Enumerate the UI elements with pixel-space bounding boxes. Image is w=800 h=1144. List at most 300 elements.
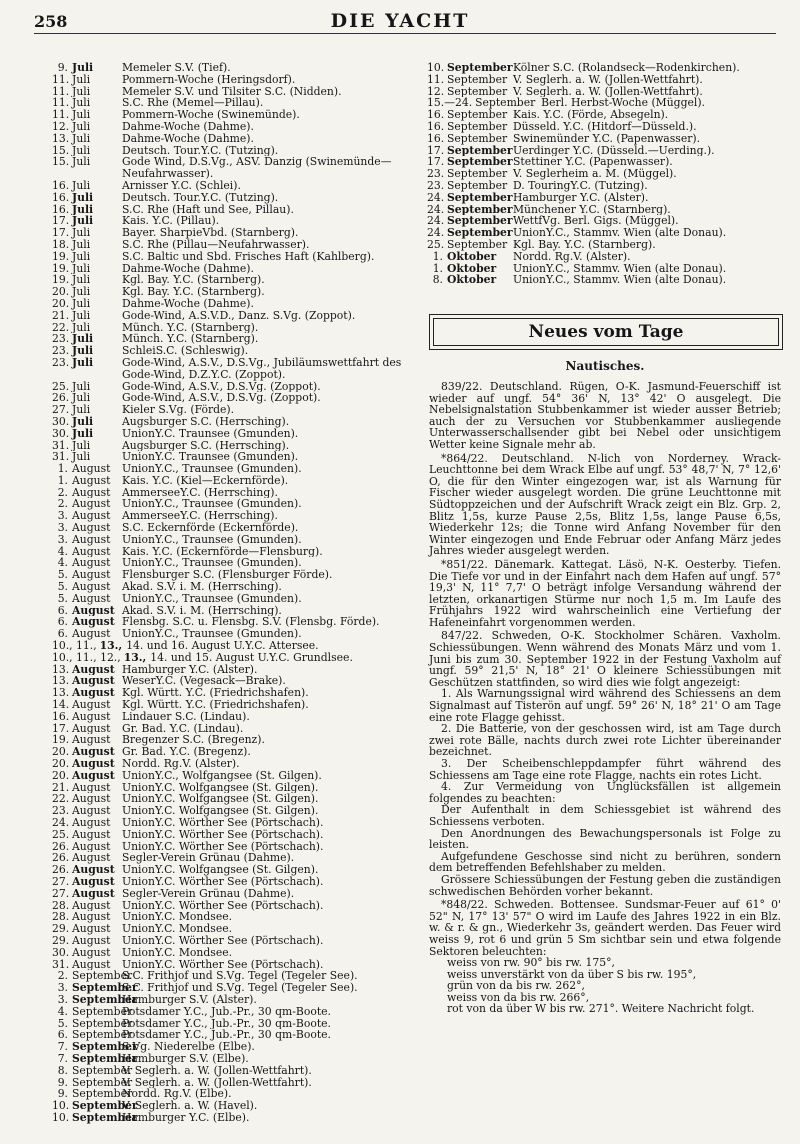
- entry-day: 1.: [57, 463, 68, 475]
- calendar-entry: [52, 1077, 424, 1089]
- entry-event: Bregenzer S.C. (Bregenz).: [122, 734, 265, 747]
- entry-date: [52, 498, 118, 510]
- entry-month: August: [72, 486, 111, 499]
- entry-event: Nordd. Rg.V. (Elbe).: [122, 1088, 232, 1101]
- calendar-entry: [52, 770, 424, 782]
- entry-month: August: [72, 840, 111, 853]
- entry-date: [52, 1052, 138, 1065]
- entry-month: August: [72, 923, 111, 935]
- entry-month: Oktober: [447, 274, 497, 287]
- calendar-entry: [52, 215, 424, 227]
- entry-month: August: [72, 628, 111, 641]
- entry-event: Dahme-Woche (Dahme).: [122, 297, 254, 310]
- entry-day: 20.: [52, 286, 70, 298]
- entry-date: [52, 911, 118, 923]
- entry-month: September: [72, 1017, 133, 1030]
- calendar-entry: [52, 652, 424, 664]
- news-point-4: 4. Zur Vermeidung von Unglücksfällen ist allgemein folgendes zu beachten:: [429, 780, 781, 805]
- entry-date: [52, 251, 118, 263]
- entry-date: [52, 687, 118, 699]
- entry-day: 11.: [52, 109, 70, 121]
- entry-event: UnionY.C., Stammv. Wien (alte Donau).: [513, 262, 727, 275]
- entry-date: [52, 180, 118, 192]
- entry-event: Potsdamer Y.C., Jub.-Pr., 30 qm-Boote.: [122, 1005, 331, 1018]
- entry-date: [427, 133, 509, 145]
- entry-day: 25.: [52, 380, 70, 393]
- calendar-entry: [52, 345, 424, 357]
- entry-event: UnionY.C. Mondsee.: [122, 923, 233, 935]
- entry-date: [52, 959, 118, 971]
- entry-event: D. TouringY.C. (Tutzing).: [513, 179, 648, 192]
- entry-month: August: [72, 687, 115, 700]
- entry-event: V. Seglerh. a. W. (Jollen-Wettfahrt).: [513, 85, 703, 98]
- calendar-entry: [52, 192, 424, 204]
- entry-month: September: [72, 982, 138, 994]
- entry-day: 16.: [52, 179, 70, 192]
- entry-month: August: [72, 604, 115, 617]
- calendar-entry: [52, 758, 424, 770]
- entry-event: UnionY.C. Mondsee.: [122, 946, 233, 959]
- entry-date: [52, 487, 118, 499]
- entry-date: [52, 416, 118, 428]
- calendar-entry: [427, 239, 781, 251]
- header-rule: [34, 33, 776, 34]
- entry-day: 22.: [52, 321, 70, 334]
- entry-event: UnionY.C. Wolfgangsee (St. Gilgen).: [122, 781, 319, 794]
- entry-date: [52, 852, 118, 864]
- news-item-847: 847/22. Schweden, O-K. Stockholmer Schären. Vaxholm. Schiessübungen. Wenn während des Monats März und vom 1. Juni bis zum 30. September 1922 in der Festung Vaxholm auf ungf. 59° 21,5' N, 18° 21' O kleinere Schiessübungen mit Geschützen stattfinden, so wird dies wie folgt angezeigt:: [429, 629, 781, 689]
- right-calendar-column: [427, 62, 781, 286]
- entry-day: 3.: [57, 982, 68, 994]
- calendar-entry: [52, 239, 424, 251]
- entry-day: 24.: [427, 227, 445, 239]
- entry-day: 20.: [52, 769, 70, 782]
- entry-date: [52, 593, 118, 605]
- calendar-entry: [52, 829, 424, 841]
- entry-date: [52, 239, 118, 251]
- entry-day: 7.: [57, 1052, 68, 1065]
- entry-date: [52, 841, 118, 853]
- news-point-1: 1. Als Warnungssignal wird während des Schiessens an dem Signalmast auf Tisterön auf ungf. 59° 26' N, 18° 21' O am Tage eine rote Flagge gehisst.: [429, 687, 781, 724]
- entry-date: [52, 227, 118, 239]
- entry-day: 20.: [52, 758, 70, 770]
- calendar-entry: [52, 876, 424, 888]
- page-header: [0, 0, 800, 40]
- entry-date: [52, 1005, 133, 1018]
- entry-date: [427, 109, 509, 121]
- entry-month: September: [72, 1100, 138, 1112]
- entry-date: [52, 428, 118, 440]
- entry-month: Juli: [72, 309, 91, 322]
- calendar-entry: [52, 440, 424, 452]
- entry-month: Juli: [72, 238, 91, 251]
- entry-event: Bayer. SharpieVbd. (Starnberg).: [122, 227, 299, 239]
- entry-event: WettfVg. Berl. Gigs. (Müggel).: [513, 215, 679, 228]
- calendar-entry: [52, 510, 424, 522]
- entry-event: Kgl. Bay. Y.C. (Starnberg).: [122, 286, 265, 298]
- entry-date: [52, 534, 118, 546]
- entry-event: Gr. Bad. Y.C. (Lindau).: [122, 722, 244, 735]
- entry-month: September: [72, 1005, 133, 1018]
- entry-event: Hamburger Y.C. (Alster).: [513, 191, 649, 204]
- entry-month: Juli: [72, 274, 91, 287]
- entry-day: 11.: [427, 73, 445, 86]
- entry-month: September: [447, 109, 508, 121]
- entry-event: S.C. Frithjof und S.Vg. Tegel (Tegeler See).: [122, 982, 358, 994]
- entry-event: UnionY.C., Traunsee (Gmunden).: [122, 533, 302, 546]
- calendar-entry: [427, 97, 781, 109]
- entry-date: [52, 1041, 138, 1053]
- entry-day: 27.: [52, 887, 70, 900]
- entry-date: [52, 1100, 138, 1112]
- entry-month: Juli: [72, 262, 91, 275]
- calendar-entry: [52, 274, 424, 286]
- entry-day: 16.: [52, 710, 70, 723]
- news-heading: Neues vom Tage: [433, 318, 779, 346]
- calendar-entry: [52, 1029, 424, 1041]
- entry-day: 29.: [52, 923, 70, 935]
- calendar-entry: [427, 109, 781, 121]
- entry-day: 10.: [52, 1111, 70, 1124]
- entry-day: 6.: [57, 616, 68, 629]
- entry-event: V. Seglerh. a. W. (Jollen-Wettfahrt).: [122, 1064, 312, 1077]
- entry-day: 15.: [52, 156, 70, 169]
- entry-date: [52, 581, 118, 593]
- calendar-entry: [52, 569, 424, 581]
- calendar-entry: [52, 640, 424, 652]
- entry-date: [427, 156, 513, 169]
- entry-day: 2.: [57, 486, 68, 499]
- entry-day: 15.—24.: [427, 97, 473, 110]
- calendar-entry: [52, 522, 424, 534]
- entry-day: 3.: [57, 533, 68, 546]
- entry-day: 2.: [57, 498, 68, 511]
- entry-month: Juli: [72, 321, 91, 334]
- page-number: 258: [34, 12, 68, 31]
- entry-event: V. Seglerheim a. M. (Müggel).: [513, 168, 677, 180]
- entry-event: Dahme-Woche (Dahme).: [122, 262, 254, 275]
- entry-month: Juli: [72, 380, 91, 393]
- entry-event: WeserY.C. (Vegesack—Brake).: [122, 675, 286, 688]
- entry-date: [52, 192, 118, 204]
- entry-day: 23.: [52, 345, 70, 357]
- entry-event: Berl. Herbst-Woche (Müggel).: [541, 97, 705, 110]
- entry-date: [52, 557, 118, 569]
- entry-event: Gode-Wind, A.S.V., D.S.Vg. (Zoppot).: [122, 392, 321, 405]
- entry-month: Juli: [72, 203, 94, 216]
- entry-event: Kgl. Bay. Y.C. (Starnberg).: [122, 274, 265, 287]
- entry-date: [52, 1088, 133, 1101]
- entry-event: S.C. Eckernförde (Eckernförde).: [122, 522, 299, 534]
- calendar-entry: [52, 86, 424, 98]
- entry-month: September: [72, 970, 133, 983]
- calendar-entry: [52, 62, 424, 74]
- entry-date: [427, 180, 509, 192]
- calendar-entry: [52, 970, 424, 982]
- entry-date: [52, 333, 118, 345]
- calendar-entry: [52, 935, 424, 947]
- calendar-entry: [427, 227, 781, 239]
- entry-month: Juli: [72, 191, 94, 204]
- entry-day: 15.: [52, 144, 70, 157]
- entry-date: [52, 664, 118, 676]
- entry-month: Juli: [72, 392, 91, 405]
- entry-month: Juli: [72, 62, 94, 74]
- entry-date: [52, 1017, 133, 1030]
- entry-event: Flensburger S.C. (Flensburger Förde).: [122, 569, 333, 582]
- calendar-entry: [52, 888, 424, 900]
- entry-date: [427, 274, 509, 286]
- calendar-entry: [427, 263, 781, 275]
- calendar-entry: [52, 310, 424, 322]
- calendar-entry: [52, 1041, 424, 1053]
- entry-month: Juli: [72, 85, 91, 98]
- calendar-entry: [52, 628, 424, 640]
- entry-day: 27.: [52, 404, 70, 416]
- entry-month: Juli: [72, 427, 94, 440]
- entry-event: Deutsch. Tour.Y.C. (Tutzing).: [122, 144, 279, 157]
- entry-day: 23.: [52, 333, 70, 346]
- entry-date: [52, 888, 118, 900]
- entry-month: September: [447, 168, 508, 180]
- entry-day: 1.: [432, 250, 443, 263]
- entry-event: UnionY.C. Wörther See (Pörtschach).: [122, 840, 324, 853]
- entry-day: 13.: [52, 675, 70, 688]
- entry-month: August: [72, 510, 111, 523]
- entry-day: 20.: [52, 746, 70, 759]
- entry-date: [52, 463, 118, 475]
- entry-day: 5.: [57, 592, 68, 605]
- calendar-entry: [52, 428, 424, 440]
- entry-month: Juli: [72, 415, 94, 428]
- calendar-entry: [52, 463, 424, 475]
- entry-date: [52, 699, 118, 711]
- entry-date: [52, 711, 118, 723]
- entry-date: [52, 109, 118, 121]
- entry-day: 17.: [427, 156, 445, 169]
- entry-day: 30.: [52, 427, 70, 440]
- entry-day: 19.: [52, 274, 70, 287]
- calendar-entry: [52, 581, 424, 593]
- entry-month: Juli: [72, 345, 94, 357]
- entry-month: August: [72, 828, 111, 841]
- entry-month: August: [72, 805, 111, 817]
- entry-month: September: [447, 179, 508, 192]
- entry-month: August: [72, 958, 111, 971]
- entry-day: 5.: [57, 1017, 68, 1030]
- entry-month: August: [72, 710, 111, 723]
- entry-date: [52, 62, 118, 74]
- entry-event: UnionY.C., Traunsee (Gmunden).: [122, 498, 302, 511]
- entry-date: [52, 451, 118, 463]
- entry-event: Lindauer S.C. (Lindau).: [122, 710, 250, 723]
- magazine-title: DIE YACHT: [330, 10, 470, 32]
- entry-month: Juli: [72, 250, 91, 263]
- entry-date: [427, 97, 537, 109]
- entry-month: August: [72, 781, 111, 794]
- entry-month: September: [447, 238, 508, 251]
- entry-day: 16.: [427, 109, 445, 121]
- entry-month: Juli: [72, 356, 94, 369]
- entry-date: [52, 522, 118, 534]
- entry-day: 31.: [52, 958, 70, 971]
- entry-day: 24.: [427, 215, 445, 228]
- calendar-entry: [52, 487, 424, 499]
- calendar-entry: [52, 322, 424, 334]
- calendar-entry: [52, 817, 424, 829]
- calendar-entry: [52, 416, 424, 428]
- entry-date: [427, 144, 513, 157]
- entry-date: [52, 923, 118, 935]
- entry-month: August: [72, 663, 115, 676]
- entry-day: 18.: [52, 238, 70, 251]
- entry-event: UnionY.C., Traunsee (Gmunden).: [122, 463, 302, 475]
- calendar-entry: [52, 534, 424, 546]
- calendar-entry: [52, 746, 424, 758]
- calendar-entry: [52, 1100, 424, 1112]
- calendar-entry: [52, 699, 424, 711]
- entry-date: [52, 864, 118, 876]
- entry-day: 19.: [52, 734, 70, 747]
- entry-day: 16.: [52, 203, 70, 216]
- entry-month: September: [72, 993, 138, 1006]
- entry-month: September: [72, 1029, 133, 1042]
- calendar-entry: [52, 1018, 424, 1030]
- entry-month: Juli: [72, 404, 91, 416]
- entry-event: UnionY.C. Wolfgangsee (St. Gilgen).: [122, 793, 319, 806]
- news-subheading: Nautisches.: [565, 359, 645, 373]
- entry-day: 1.: [432, 262, 443, 275]
- entry-day: 25.: [52, 828, 70, 841]
- entry-day: 16.: [52, 191, 70, 204]
- calendar-entry: [52, 263, 424, 275]
- entry-month: August: [72, 946, 111, 959]
- entry-event: Kais. Y.C. (Kiel—Eckernförde).: [122, 474, 289, 487]
- calendar-entry: [52, 381, 424, 393]
- entry-month: August: [72, 934, 111, 947]
- entry-month: August: [72, 875, 115, 888]
- entry-month: Juli: [72, 132, 91, 145]
- entry-event: UnionY.C. Mondsee.: [122, 911, 233, 924]
- entry-event: Münchener Y.C. (Starnberg).: [513, 203, 671, 216]
- entry-date: [52, 817, 118, 829]
- calendar-entry: [52, 675, 424, 687]
- calendar-entry: [52, 1053, 424, 1065]
- entry-event: S.Vg. Niederelbe (Elbe).: [122, 1041, 255, 1053]
- entry-month: August: [72, 592, 111, 605]
- entry-day: 1.: [57, 474, 68, 487]
- entry-day: 30.: [52, 946, 70, 959]
- entry-event: Hamburger S.V. (Elbe).: [122, 1052, 249, 1065]
- entry-event: UnionY.C. Traunsee (Gmunden).: [122, 451, 299, 464]
- entry-event: Kölner S.C. (Rolandseck—Rodenkirchen).: [513, 62, 740, 74]
- entry-day: 27.: [52, 875, 70, 888]
- entry-month: Oktober: [447, 250, 497, 263]
- entry-event: Münch. Y.C. (Starnberg).: [122, 333, 259, 346]
- calendar-entry: [52, 711, 424, 723]
- calendar-entry: [52, 982, 424, 994]
- entry-event: UnionY.C. Wörther See (Pörtschach).: [122, 899, 324, 912]
- entry-month: Juli: [72, 156, 91, 169]
- calendar-entry: [52, 782, 424, 794]
- entry-date: [52, 381, 118, 393]
- entry-day: 2.: [57, 970, 68, 983]
- entry-date: [52, 605, 118, 617]
- entry-event: UnionY.C. Wolfgangsee (St. Gilgen).: [122, 805, 319, 817]
- entry-event: V. Seglerh. a. W. (Jollen-Wettfahrt).: [122, 1076, 312, 1089]
- news-rule-2: Den Anordnungen des Bewachungspersonals ist Folge zu leisten.: [429, 826, 781, 852]
- entry-event: Potsdamer Y.C., Jub.-Pr., 30 qm-Boote.: [122, 1017, 331, 1030]
- entry-month: September: [72, 1041, 138, 1053]
- entry-event: UnionY.C., Stammv. Wien (alte Donau).: [513, 227, 727, 239]
- entry-month: September: [72, 1052, 138, 1065]
- entry-date: [52, 404, 118, 416]
- entry-date: [52, 133, 118, 145]
- calendar-entry: [52, 947, 424, 959]
- entry-month: Juli: [72, 144, 91, 157]
- entry-event: Akad. S.V. i. M. (Herrsching).: [122, 581, 282, 593]
- entry-event: Uerdinger Y.C. (Düsseld.—Uerding.).: [513, 144, 715, 157]
- entry-day: 23.: [427, 168, 445, 180]
- entry-event: 14. und 16. August U.Y.C. Attersee.: [126, 640, 319, 652]
- entry-date: [52, 1064, 133, 1077]
- entry-event: UnionY.C., Stammv. Wien (alte Donau).: [513, 274, 727, 287]
- entry-date: [427, 263, 509, 275]
- entry-event: Kais. Y.C. (Eckernförde—Flensburg).: [122, 545, 323, 558]
- entry-event: 14. und 15. August U.Y.C. Grundlsee.: [150, 651, 353, 664]
- entry-event: V. Seglerh. a. W. (Jollen-Wettfahrt).: [513, 73, 703, 86]
- entry-day: 13.: [52, 132, 70, 145]
- entry-day: 14.: [52, 699, 70, 711]
- entry-date: [427, 74, 509, 86]
- entry-date: [52, 546, 118, 558]
- entry-date: [427, 239, 509, 251]
- entry-event: Kieler S.Vg. (Förde).: [122, 404, 235, 416]
- entry-date: [52, 215, 118, 227]
- entry-event: UnionY.C. Wörther See (Pörtschach).: [122, 828, 324, 841]
- entry-date: [427, 191, 513, 204]
- entry-date: [52, 675, 118, 687]
- calendar-entry: [427, 251, 781, 263]
- calendar-entry: [52, 1112, 424, 1124]
- calendar-entry: [52, 723, 424, 735]
- entry-event: Potsdamer Y.C., Jub.-Pr., 30 qm-Boote.: [122, 1029, 331, 1042]
- entry-event: Dahme-Woche (Dahme).: [122, 120, 254, 133]
- calendar-entry: [52, 145, 424, 157]
- calendar-entry: [52, 97, 424, 109]
- calendar-entry: [52, 133, 424, 145]
- entry-month: September: [72, 1064, 133, 1077]
- calendar-entry: [427, 86, 781, 98]
- calendar-entry: [52, 734, 424, 746]
- calendar-entry: [52, 404, 424, 416]
- entry-month: August: [72, 545, 111, 558]
- calendar-entry: [52, 1006, 424, 1018]
- entry-event: Münch. Y.C. (Starnberg).: [122, 321, 259, 334]
- entry-event: UnionY.C., Wolfgangsee (St. Gilgen).: [122, 769, 322, 782]
- entry-month: August: [72, 557, 111, 570]
- entry-date: [52, 734, 118, 746]
- entry-day: 29.: [52, 934, 70, 947]
- entry-day: 21.: [52, 309, 70, 322]
- entry-event: S.C. Rhe (Haft und See, Pillau).: [122, 203, 294, 216]
- entry-day: 11.: [52, 85, 70, 98]
- entry-event: Kgl. Bay. Y.C. (Starnberg).: [513, 238, 656, 251]
- entry-month: September: [72, 1076, 133, 1089]
- sector-5: rot von da über W bis rw. 271°. Weitere Nachricht folgt.: [447, 1002, 755, 1016]
- calendar-entry: [52, 475, 424, 487]
- entry-date: [52, 652, 146, 664]
